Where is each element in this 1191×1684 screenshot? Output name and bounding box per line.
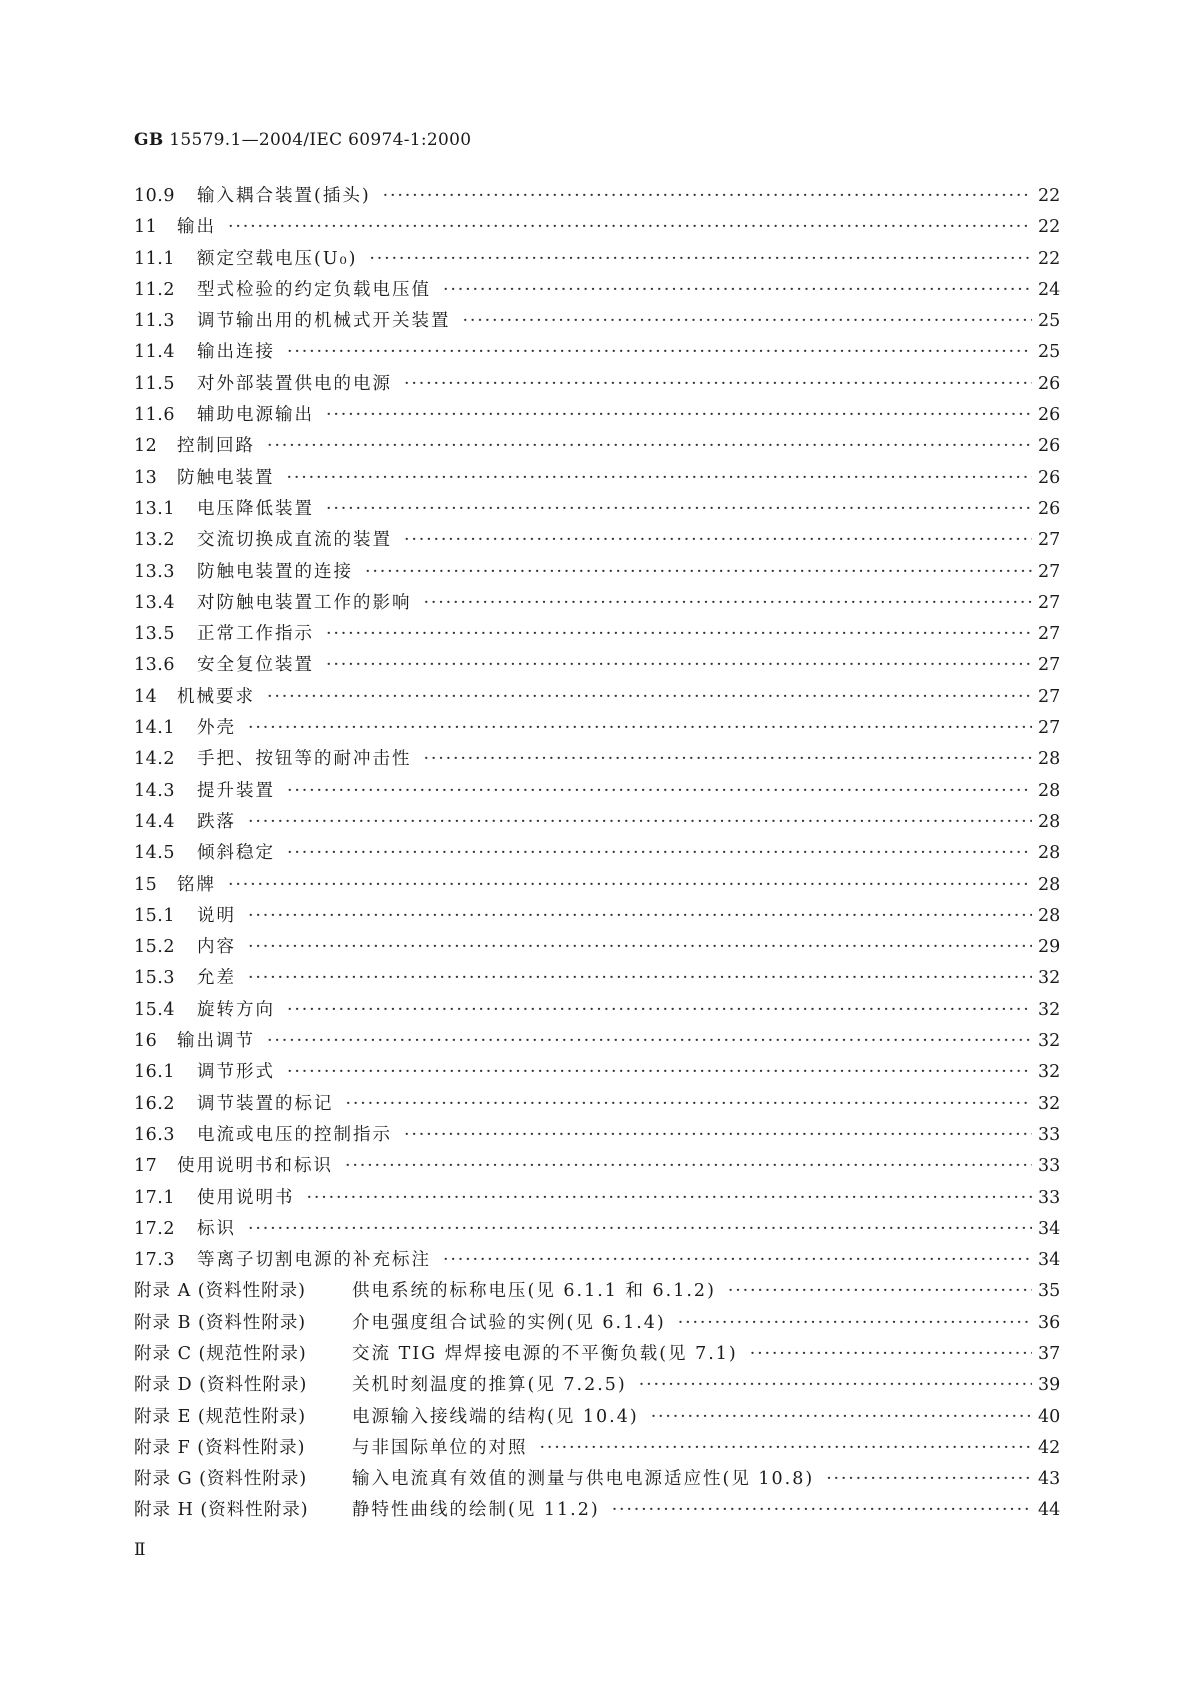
toc-entry-title: 调节形式 <box>197 1062 275 1083</box>
dot-leader <box>404 1120 1032 1151</box>
standard-number: 15579.1—2004/IEC 60974-1:2000 <box>169 130 472 150</box>
dot-leader <box>424 588 1033 619</box>
toc-entry[interactable] <box>134 463 1060 494</box>
table-of-contents <box>134 181 1060 1527</box>
toc-entry-number: 13 <box>134 467 158 488</box>
annex-entry[interactable] <box>134 1495 1060 1526</box>
toc-entry-page: 34 <box>1038 1250 1061 1271</box>
toc-entry-page: 26 <box>1038 436 1061 457</box>
toc-entry-title: 手把、按钮等的耐冲击性 <box>197 749 412 770</box>
toc-entry[interactable] <box>134 619 1060 650</box>
toc-entry[interactable] <box>134 244 1060 275</box>
toc-entry-number: 15.3 <box>134 968 175 989</box>
toc-entry-page: 27 <box>1038 592 1061 613</box>
toc-entry-title: 说明 <box>197 905 236 926</box>
toc-entry[interactable] <box>134 744 1060 775</box>
toc-entry-title: 对防触电装置工作的影响 <box>197 592 412 613</box>
toc-entry-number: 15.2 <box>134 937 175 958</box>
annex-entry[interactable] <box>134 1308 1060 1339</box>
toc-entry[interactable] <box>134 1183 1060 1214</box>
toc-entry[interactable] <box>134 557 1060 588</box>
dot-leader <box>404 525 1032 556</box>
toc-entry-number: 13.5 <box>134 624 175 645</box>
dot-leader <box>248 807 1032 838</box>
annex-code: 附录 C (规范性附录) <box>134 1343 307 1364</box>
annex-page: 36 <box>1038 1312 1061 1333</box>
toc-entry-title: 安全复位装置 <box>197 655 314 676</box>
toc-entry-number: 11.1 <box>134 248 175 269</box>
annex-title: 供电系统的标称电压(见 6.1.1 和 6.1.2) <box>352 1281 716 1302</box>
dot-leader <box>345 1151 1032 1182</box>
toc-entry-page: 26 <box>1038 498 1061 519</box>
standard-code: GB <box>134 130 164 150</box>
toc-entry-number: 15.4 <box>134 999 175 1020</box>
toc-entry-title: 对外部装置供电的电源 <box>197 373 392 394</box>
toc-entry-number: 11.6 <box>134 405 175 426</box>
dot-leader <box>248 932 1032 963</box>
toc-entry-number: 16.3 <box>134 1124 175 1145</box>
dot-leader <box>326 650 1032 681</box>
toc-entry-title: 电压降低装置 <box>197 498 314 519</box>
dot-leader <box>443 1245 1032 1276</box>
annex-code: 附录 H (资料性附录) <box>134 1500 309 1521</box>
toc-entry-number: 10.9 <box>134 186 175 206</box>
toc-entry[interactable] <box>134 713 1060 744</box>
dot-leader <box>728 1276 1032 1307</box>
dot-leader <box>326 494 1032 525</box>
toc-entry-number: 14.5 <box>134 843 175 864</box>
dot-leader <box>346 1089 1033 1120</box>
toc-entry-title: 调节装置的标记 <box>197 1093 334 1114</box>
toc-entry-page: 28 <box>1038 843 1061 864</box>
toc-entry-page: 32 <box>1038 999 1061 1020</box>
toc-entry-page: 29 <box>1038 937 1061 958</box>
toc-entry-page: 26 <box>1038 373 1061 394</box>
annex-page: 35 <box>1038 1281 1061 1302</box>
annex-code: 附录 G (资料性附录) <box>134 1469 308 1490</box>
toc-entry-title: 型式检验的约定负载电压值 <box>197 279 431 300</box>
annex-entry[interactable] <box>134 1464 1060 1495</box>
annex-title: 关机时刻温度的推算(见 7.2.5) <box>352 1375 627 1396</box>
annex-entry[interactable] <box>134 1402 1060 1433</box>
toc-entry-page: 33 <box>1038 1156 1061 1177</box>
dot-leader <box>651 1402 1032 1433</box>
toc-entry[interactable] <box>134 870 1060 901</box>
dot-leader <box>639 1370 1032 1401</box>
toc-entry-page: 27 <box>1038 686 1061 707</box>
toc-entry-page: 27 <box>1038 624 1061 645</box>
toc-entry-number: 11.2 <box>134 279 175 300</box>
toc-entry-title: 输出调节 <box>177 1031 255 1052</box>
toc-entry[interactable] <box>134 1245 1060 1276</box>
toc-entry-page: 27 <box>1038 718 1061 739</box>
toc-entry[interactable] <box>134 306 1060 337</box>
annex-entry[interactable] <box>134 1370 1060 1401</box>
dot-leader <box>678 1308 1032 1339</box>
toc-entry-page: 28 <box>1038 874 1061 895</box>
dot-leader <box>248 963 1032 994</box>
toc-entry[interactable] <box>134 1026 1060 1057</box>
toc-entry[interactable] <box>134 1089 1060 1120</box>
toc-entry-page: 32 <box>1038 968 1061 989</box>
toc-entry[interactable] <box>134 369 1060 400</box>
toc-entry-title: 电流或电压的控制指示 <box>197 1124 392 1145</box>
dot-leader <box>365 557 1032 588</box>
annex-page: 39 <box>1038 1375 1061 1396</box>
annex-title: 与非国际单位的对照 <box>352 1437 528 1458</box>
toc-entry-title: 允差 <box>197 968 236 989</box>
toc-entry-title: 标识 <box>197 1218 236 1239</box>
dot-leader <box>326 619 1032 650</box>
toc-entry-page: 22 <box>1038 248 1061 269</box>
dot-leader <box>383 181 1032 212</box>
toc-entry-number: 17.3 <box>134 1250 175 1271</box>
toc-entry-page: 24 <box>1038 279 1061 300</box>
annex-page: 43 <box>1038 1469 1061 1490</box>
toc-entry-number: 11.4 <box>134 342 175 363</box>
toc-entry-title: 机械要求 <box>177 686 255 707</box>
toc-entry-page: 22 <box>1038 186 1061 206</box>
toc-entry-title: 正常工作指示 <box>197 624 314 645</box>
toc-entry-page: 33 <box>1038 1124 1061 1145</box>
dot-leader <box>540 1433 1033 1464</box>
dot-leader <box>287 995 1032 1026</box>
toc-entry-number: 17.2 <box>134 1218 175 1239</box>
document-header <box>134 130 471 150</box>
dot-leader <box>248 901 1032 932</box>
toc-entry-title: 跌落 <box>197 811 236 832</box>
toc-entry-number: 14 <box>134 686 158 707</box>
dot-leader <box>287 776 1032 807</box>
toc-entry-page: 27 <box>1038 530 1061 551</box>
toc-entry-page: 28 <box>1038 811 1061 832</box>
annex-title: 输入电流真有效值的测量与供电电源适应性(见 10.8) <box>352 1469 815 1490</box>
toc-entry[interactable] <box>134 275 1060 306</box>
dot-leader <box>307 1183 1033 1214</box>
dot-leader <box>826 1464 1032 1495</box>
toc-entry[interactable] <box>134 400 1060 431</box>
toc-entry-page: 34 <box>1038 1218 1061 1239</box>
toc-entry-title: 交流切换成直流的装置 <box>197 530 392 551</box>
annex-entry[interactable] <box>134 1276 1060 1307</box>
toc-entry-number: 16.2 <box>134 1093 175 1114</box>
toc-entry[interactable] <box>134 1057 1060 1088</box>
toc-entry-title: 输出连接 <box>197 342 275 363</box>
toc-entry-title: 等离子切割电源的补充标注 <box>197 1250 431 1271</box>
toc-entry-title: 旋转方向 <box>197 999 275 1020</box>
toc-entry[interactable] <box>134 963 1060 994</box>
annex-entry[interactable] <box>134 1339 1060 1370</box>
toc-entry-number: 13.6 <box>134 655 175 676</box>
toc-entry[interactable] <box>134 650 1060 681</box>
toc-entry-page: 28 <box>1038 780 1061 801</box>
annex-title: 静特性曲线的绘制(见 11.2) <box>352 1500 600 1521</box>
toc-entry[interactable] <box>134 682 1060 713</box>
toc-entry[interactable] <box>134 995 1060 1026</box>
annex-title: 交流 TIG 焊焊接电源的不平衡负载(见 7.1) <box>352 1343 738 1364</box>
toc-entry-title: 防触电装置的连接 <box>197 561 353 582</box>
toc-entry-page: 32 <box>1038 1031 1061 1052</box>
toc-entry[interactable] <box>134 807 1060 838</box>
dot-leader <box>404 369 1032 400</box>
toc-entry-title: 使用说明书 <box>197 1187 295 1208</box>
toc-entry-title: 提升装置 <box>197 780 275 801</box>
toc-entry-page: 32 <box>1038 1062 1061 1083</box>
toc-entry-title: 内容 <box>197 937 236 958</box>
toc-entry-number: 13.3 <box>134 561 175 582</box>
annex-page: 42 <box>1038 1437 1061 1458</box>
dot-leader <box>463 306 1033 337</box>
annex-code: 附录 B (资料性附录) <box>134 1312 307 1333</box>
toc-entry-number: 14.3 <box>134 780 175 801</box>
toc-entry-title: 倾斜稳定 <box>197 843 275 864</box>
dot-leader <box>287 337 1032 368</box>
annex-code: 附录 D (资料性附录) <box>134 1375 308 1396</box>
toc-entry-number: 15.1 <box>134 905 175 926</box>
annex-page: 40 <box>1038 1406 1061 1427</box>
toc-entry-title: 外壳 <box>197 718 236 739</box>
toc-entry-title: 辅助电源输出 <box>197 405 314 426</box>
toc-entry[interactable] <box>134 932 1060 963</box>
toc-entry-number: 12 <box>134 436 158 457</box>
toc-entry-number: 11 <box>134 217 158 238</box>
toc-entry[interactable] <box>134 525 1060 556</box>
dot-leader <box>612 1495 1032 1526</box>
toc-entry[interactable] <box>134 181 1060 212</box>
toc-entry-number: 17 <box>134 1156 158 1177</box>
dot-leader <box>424 744 1033 775</box>
toc-entry-number: 17.1 <box>134 1187 175 1208</box>
toc-entry-number: 16 <box>134 1031 158 1052</box>
toc-entry-page: 25 <box>1038 311 1061 332</box>
dot-leader <box>287 463 1033 494</box>
toc-entry-page: 26 <box>1038 467 1061 488</box>
toc-entry-number: 13.4 <box>134 592 175 613</box>
toc-entry[interactable] <box>134 588 1060 619</box>
toc-entry-page: 25 <box>1038 342 1061 363</box>
toc-entry[interactable] <box>134 776 1060 807</box>
toc-entry[interactable] <box>134 1214 1060 1245</box>
toc-entry-title: 控制回路 <box>177 436 255 457</box>
toc-entry-number: 14.2 <box>134 749 175 770</box>
toc-entry-page: 27 <box>1038 655 1061 676</box>
dot-leader <box>248 1214 1032 1245</box>
toc-entry-page: 22 <box>1038 217 1061 238</box>
toc-entry-number: 13.2 <box>134 530 175 551</box>
dot-leader <box>369 244 1032 275</box>
toc-entry[interactable] <box>134 337 1060 368</box>
toc-entry-page: 33 <box>1038 1187 1061 1208</box>
toc-entry[interactable] <box>134 494 1060 525</box>
toc-entry[interactable] <box>134 1151 1060 1182</box>
toc-entry-title: 防触电装置 <box>177 467 275 488</box>
dot-leader <box>267 1026 1032 1057</box>
dot-leader <box>443 275 1032 306</box>
toc-entry-number: 15 <box>134 874 158 895</box>
toc-entry[interactable] <box>134 212 1060 243</box>
dot-leader <box>248 713 1032 744</box>
annex-code: 附录 A (资料性附录) <box>134 1281 306 1302</box>
toc-entry-number: 14.4 <box>134 811 175 832</box>
toc-entry-page: 32 <box>1038 1093 1061 1114</box>
toc-entry[interactable] <box>134 901 1060 932</box>
page-number: Ⅱ <box>134 1540 146 1560</box>
dot-leader <box>228 870 1032 901</box>
toc-entry-page: 28 <box>1038 749 1061 770</box>
dot-leader <box>267 682 1032 713</box>
toc-entry-title: 使用说明书和标识 <box>177 1156 333 1177</box>
dot-leader <box>267 431 1032 462</box>
annex-code: 附录 F (资料性附录) <box>134 1437 306 1458</box>
dot-leader <box>750 1339 1032 1370</box>
toc-entry-page: 27 <box>1038 561 1061 582</box>
annex-entry[interactable] <box>134 1433 1060 1464</box>
toc-entry-title: 输入耦合装置(插头) <box>197 186 371 206</box>
toc-entry-title: 额定空载电压(U₀) <box>197 248 358 269</box>
dot-leader <box>287 1057 1032 1088</box>
dot-leader <box>228 212 1032 243</box>
toc-entry[interactable] <box>134 838 1060 869</box>
annex-code: 附录 E (规范性附录) <box>134 1406 307 1427</box>
toc-entry-number: 11.3 <box>134 311 175 332</box>
toc-entry-title: 调节输出用的机械式开关装置 <box>197 311 451 332</box>
dot-leader <box>326 400 1032 431</box>
toc-entry-page: 26 <box>1038 405 1061 426</box>
annex-title: 介电强度组合试验的实例(见 6.1.4) <box>352 1312 666 1333</box>
toc-entry-number: 16.1 <box>134 1062 175 1083</box>
toc-entry-number: 13.1 <box>134 498 175 519</box>
toc-entry-number: 11.5 <box>134 373 175 394</box>
toc-entry-title: 铭牌 <box>177 874 216 895</box>
toc-entry-number: 14.1 <box>134 718 175 739</box>
annex-page: 37 <box>1038 1343 1061 1364</box>
annex-title: 电源输入接线端的结构(见 10.4) <box>352 1406 639 1427</box>
toc-entry[interactable] <box>134 1120 1060 1151</box>
toc-entry-page: 28 <box>1038 905 1061 926</box>
toc-entry[interactable] <box>134 431 1060 462</box>
dot-leader <box>287 838 1032 869</box>
toc-entry-title: 输出 <box>177 217 216 238</box>
annex-page: 44 <box>1038 1500 1061 1521</box>
